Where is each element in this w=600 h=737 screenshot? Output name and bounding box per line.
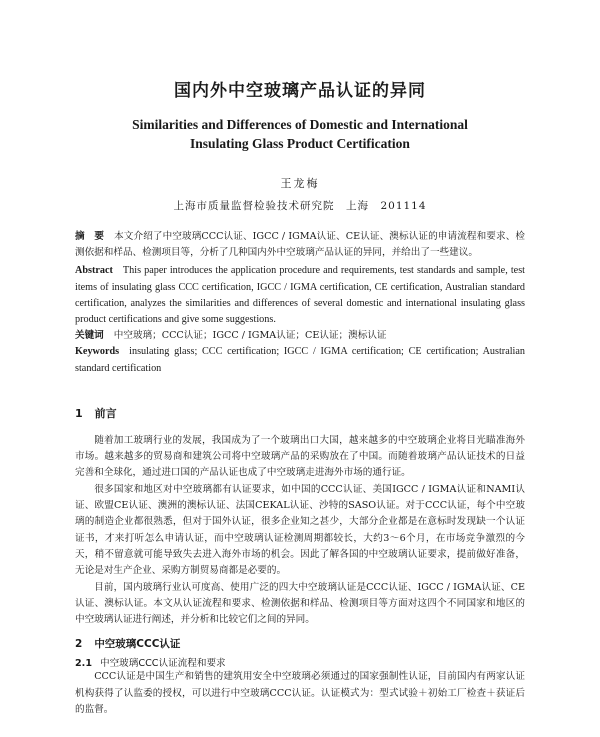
section-1-number: 1	[75, 406, 83, 420]
abstract-en-label: Abstract	[75, 265, 113, 277]
keywords-cn-label: 关键词	[75, 330, 104, 342]
subsection-2-1-heading	[75, 655, 525, 669]
keywords-en	[75, 344, 525, 376]
section-1-paragraph: 目前，国内玻璃行业认可度高、使用广泛的四大中空玻璃认证是CCC认证、IGCC / IGMA认证、CE认证、澳标认证。本文从认证流程和要求、检测依据和样品、检测项目等方面对这四个不同国家和地区的中空玻璃认证进行阐述，并分析和比较它们之间的异同。	[75, 581, 525, 626]
abstract-en-text: This paper introduces the application procedure and requirements, test standards and sample, test items of insulating glass CCC certification, IGCC / IGMA certification, CE certification, Australian standard certification, analyzes the similarities and differences of several domestic and international insulating glass product certifications and give some suggestions.	[75, 265, 525, 326]
paper-title-en	[75, 115, 525, 153]
section-2-number: 2	[75, 638, 83, 651]
author-affiliation: 上海市质量监督检验技术研究院 上海 201114	[173, 200, 427, 212]
abstract-cn-text: 本文介绍了中空玻璃CCC认证、IGCC / IGMA认证、CE认证、澳标认证的申请流程和要求、检测依据和样品、检测项目等，分析了几种国内外中空玻璃产品认证的异同，并给出了一些建议。	[75, 231, 525, 259]
keywords-en-label: Keywords	[75, 346, 120, 358]
abstract-cn	[75, 229, 525, 261]
subsection-2-1-title: 中空玻璃CCC认证流程和要求	[100, 658, 226, 670]
paper-title-en-line2: Insulating Glass Product Certification	[190, 136, 410, 151]
section-2-title: 中空玻璃CCC认证	[94, 638, 181, 651]
author-name: 王龙梅	[280, 177, 320, 190]
section-1-paragraph: 随着加工玻璃行业的发展，我国成为了一个玻璃出口大国，越来越多的中空玻璃企业将目光瞄准海外市场。越来越多的贸易商和建筑公司将中空玻璃产品的采购放在了中国。而随着玻璃产品认证技术的日益完善和全球化，通过进口国的产品认证也成了中空玻璃走进海外市场的通行证。	[75, 434, 525, 479]
paper-title-cn: 国内外中空玻璃产品认证的异同	[174, 81, 426, 101]
section-2-heading	[75, 636, 525, 651]
keywords-en-text: insulating glass; CCC certification; IGCC / IGMA certification; CE certification; Australian standard certification	[75, 346, 525, 374]
keywords-cn-text: 中空玻璃；CCC认证；IGCC / IGMA认证；CE认证；澳标认证	[113, 330, 387, 342]
abstract-en	[75, 263, 525, 328]
section-2-paragraph: CCC认证是中国生产和销售的建筑用安全中空玻璃必须通过的国家强制性认证，目前国内有两家认证机构获得了认监委的授权，可以进行中空玻璃CCC认证。认证模式为：型式试验＋初始工厂检查＋获证后的监督。	[75, 671, 525, 715]
subsection-2-1-number: 2.1	[75, 658, 92, 670]
section-1-paragraph: 很多国家和地区对中空玻璃都有认证要求，如中国的CCC认证、美国IGCC / IGMA认证和NAMI认证、欧盟CE认证、澳洲的澳标认证、法国CEKAL认证、沙特的SASO认证。对于CCC认证，每个中空玻璃的制造企业都很熟悉，但对于国外认证，很多企业知之甚少，大部分企业都是在意标时发现缺一个认证证书，才来打听怎么申请认证，而中空玻璃认证检测周期都较长，大约3～6个月，在市场竞争激烈的今天，稍不留意就可能导致失去进入海外市场的机会。因此了解各国的中空玻璃认证要求，提前做好准备，无论是对生产企业、采购方制贸易商都是必要的。	[75, 483, 525, 577]
keywords-cn	[75, 328, 525, 344]
section-1-body	[75, 433, 525, 629]
abstract-cn-label: 摘 要	[75, 231, 105, 242]
section-1-title: 前言	[94, 406, 117, 420]
section-1-heading	[75, 405, 525, 421]
paper-title-en-line1: Similarities and Differences of Domestic and International	[132, 117, 468, 132]
